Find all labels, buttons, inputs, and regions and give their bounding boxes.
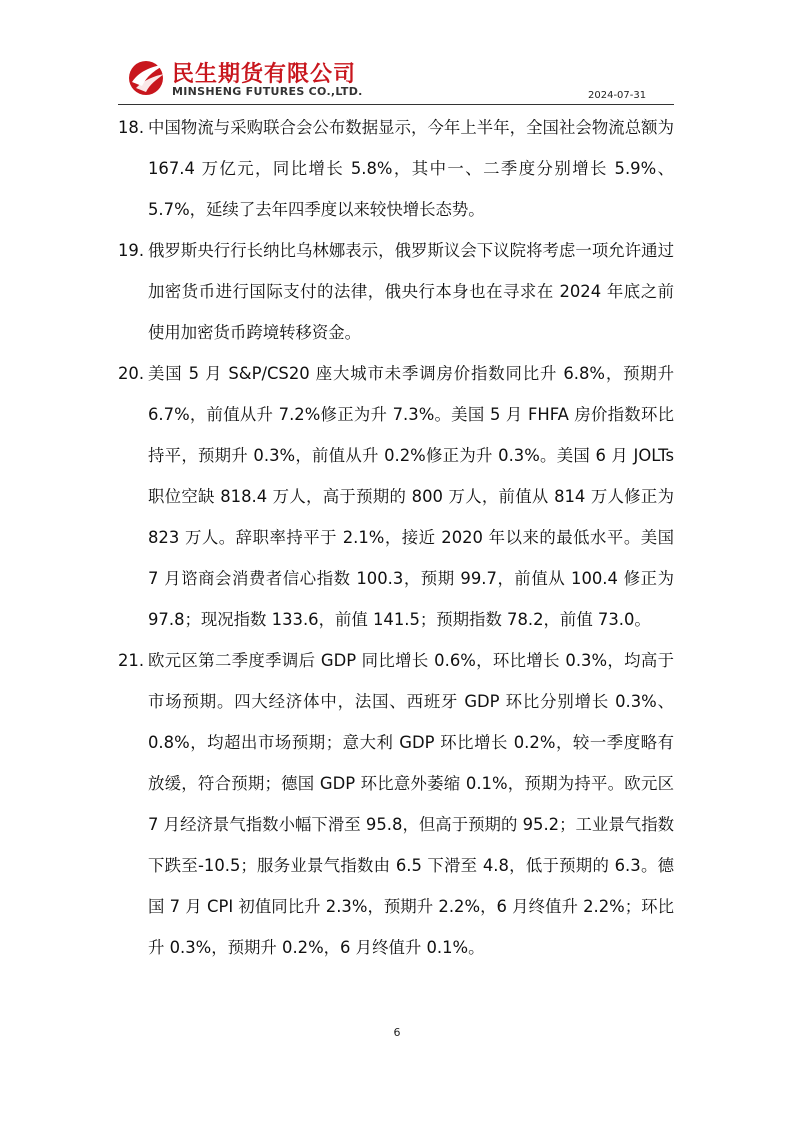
item-number: 20. (118, 364, 145, 383)
news-item-18 (118, 107, 674, 230)
company-name-en: MINSHENG FUTURES CO.,LTD. (172, 85, 363, 98)
item-text: 中国物流与采购联合会公布数据显示，今年上半年，全国社会物流总额为 167.4 万亿元，同比增长 5.8%，其中一、二季度分别增长 5.9%、5.7%，延续了去年四季度以来较快增长态势。 (148, 118, 674, 219)
page-number: 6 (393, 1026, 401, 1039)
item-number: 21. (118, 651, 145, 670)
report-date: 2024-07-31 (588, 90, 647, 101)
item-number: 19. (118, 241, 145, 260)
minsheng-logo-icon (126, 58, 168, 96)
item-text: 美国 5 月 S&P/CS20 座大城市未季调房价指数同比升 6.8%，预期升 6.7%，前值从升 7.2%修正为升 7.3%。美国 5 月 FHFA 房价指数环比持平，预期升 0.3%，前值从升 0.2%修正为升 0.3%。美国 6 月 JOLTs 职位空缺 818.4 万人，高于预期的 800 万人，前值从 814 万人修正为 823 万人。辞职率持平于 2.1%，接近 2020 年以来的最低水平。美国 7 月谘商会消费者信心指数 100.3，预期 99.7，前值从 100.4 修正为 97.8；现况指数 133.6，前值 141.5；预期指数 78.2，前值 73.0。 (148, 364, 674, 629)
item-text: 欧元区第二季度季调后 GDP 同比增长 0.6%，环比增长 0.3%，均高于市场预期。四大经济体中，法国、西班牙 GDP 环比分别增长 0.3%、0.8%，均超出市场预期；意大利 GDP 环比增长 0.2%，较一季度略有放缓，符合预期；德国 GDP 环比意外萎缩 0.1%，预期为持平。欧元区 7 月经济景气指数小幅下滑至 95.8，但高于预期的 95.2；工业景气指数下跌至-10.5；服务业景气指数由 6.5 下滑至 4.8，低于预期的 6.3。德国 7 月 CPI 初值同比升 2.3%，预期升 2.2%，6 月终值升 2.2%；环比升 0.3%，预期升 0.2%，6 月终值升 0.1%。 (148, 651, 674, 957)
item-text: 俄罗斯央行行长纳比乌林娜表示，俄罗斯议会下议院将考虑一项允许通过加密货币进行国际支付的法律，俄央行本身也在寻求在 2024 年底之前使用加密货币跨境转移资金。 (148, 241, 674, 342)
news-list (118, 107, 674, 968)
news-item-21 (118, 640, 674, 968)
page-header (0, 0, 794, 110)
news-item-19 (118, 230, 674, 353)
news-item-20 (118, 353, 674, 640)
company-name-cn: 民生期货有限公司 (172, 62, 357, 87)
item-number: 18. (118, 118, 145, 137)
header-divider (118, 104, 674, 105)
